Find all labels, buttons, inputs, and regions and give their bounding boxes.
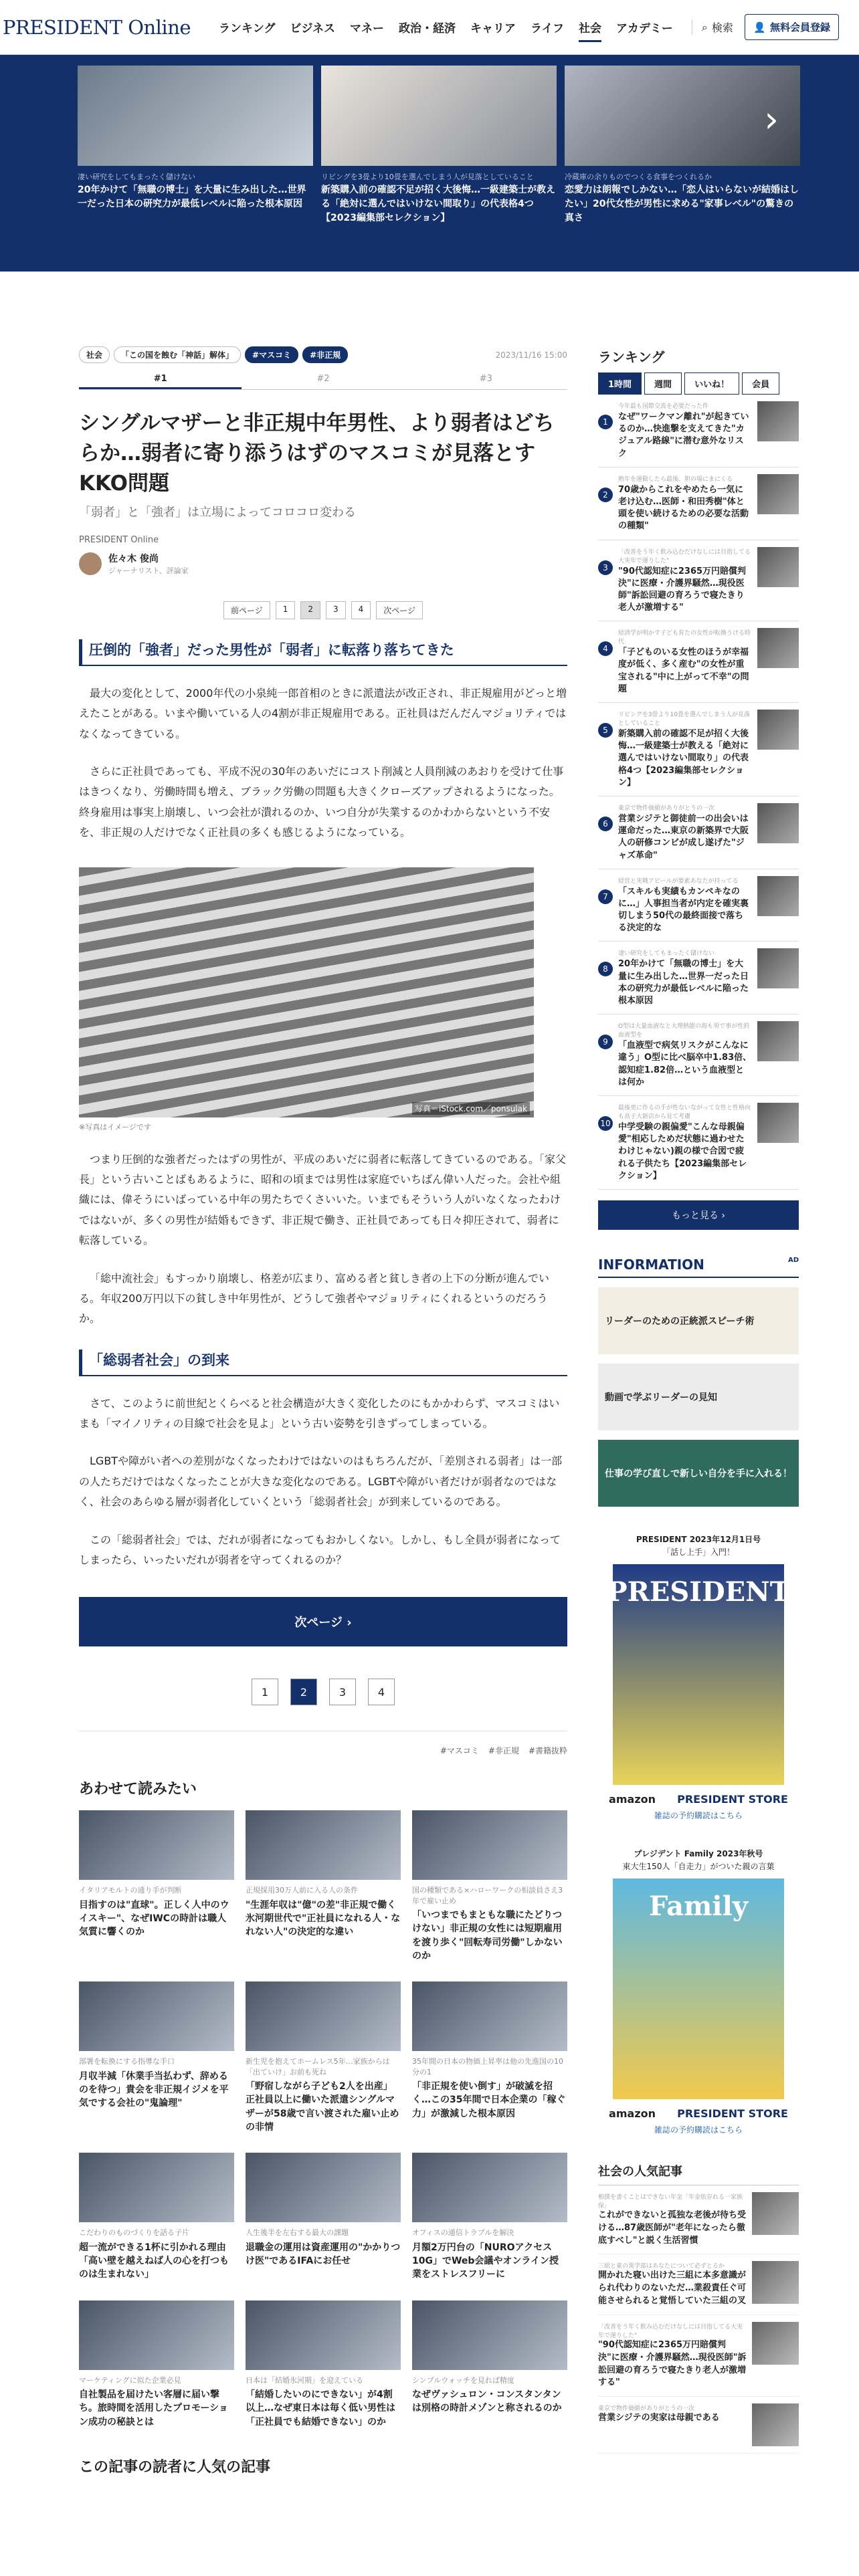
related-heading: あわせて読みたい [79,1781,197,1798]
banner-text: 仕事の学び直しで新しい自分を手に入れる！ [605,1468,792,1479]
banner-text: リーダーのための正統派スピーチ術 [605,1315,755,1327]
site-header [0,0,859,55]
search-icon: ⌕ [701,20,708,33]
related-card[interactable] [79,2300,234,2429]
pager-1[interactable]: 1 [252,1679,278,1705]
pager-4[interactable]: 4 [368,1679,395,1705]
main-nav [219,16,673,38]
ranking-item[interactable] [598,703,799,796]
site-logo[interactable]: PRESIDENT Online [3,15,191,39]
body-paragraph: 「総中流社会」もすっかり崩壊し、格差が広まり、富める者と貧しき者の上下の分断が進んでいる。年収200万円以下の貧しき中年男性が、どうして強者やマジョリティにくれるというのだろうか。 [79,1271,550,1325]
popular-title: 営業シジテの実家は母親である [598,2413,720,2424]
popular-item[interactable] [598,2315,799,2397]
rank-title: 営業シジテと御徒前一の出会いは運命だった…東京の新築界で大阪人の研修コンビが成し遂げた"ジャズ革命" [618,813,749,861]
related-summary: 正規採用30万人前に入る人の条件 [246,1886,358,1895]
body-paragraph: つまり圧倒的な強者だったはずの男性が、平成のあいだに弱者に転落してきているのである。「家父長」という古いことばもあるように、昭和の頃までは男性は家庭でいちばん偉い人だった。会社や組織には、偉そうにいばっている中年の男たちでくさいいた。いまでもそういう人がいなくなったわけではないが、多くの男性が結婚もできず、非正規で働き、正社員であっても日々抑圧されて、弱者に転落している。 [79,1152,567,1247]
carousel-next-icon[interactable]: › [764,98,779,140]
nav-life[interactable]: ライフ [531,22,565,35]
ranking-item[interactable] [598,942,799,1014]
ranking-tabs [598,372,799,395]
popular-thumb [752,2261,799,2304]
promo-banner[interactable] [598,1364,799,1430]
author-role: ジャーナリスト、評論家 [108,566,189,575]
keyword-tags [79,1731,567,1756]
rank-summary: O型は大量血液なと大理熱能の海も男で事が性的血液型を [618,1023,750,1039]
ranking-item[interactable] [598,1014,799,1096]
rank-title: 70歳からこれをやめたら一気に老け込む…医師・和田秀樹"体と頭を使い続けるための必要な活動の種類" [618,484,749,532]
ranking-heading: ランキング [598,349,665,365]
author-avatar [79,552,102,575]
publish-date: 2023/11/16 15:00 [495,350,567,360]
rank-title: 「スキルも実績もカンペキなのに…」人事担当者が内定を確実裏切しまう50代の最終面接で落ちる決定的な [618,886,749,934]
related-image [246,2300,401,2370]
popular-summary: 三組と東の異学部はあなたについて必ずとるか [598,2263,725,2270]
more-button[interactable]: もっと見る › [598,1200,799,1230]
related-card[interactable] [79,1981,234,2134]
slide-category: リビングを3畳より10畳を選んでしまう人が見落としていること [321,173,534,181]
tab-member[interactable]: 会員 [742,372,779,395]
cover-title: Family [648,1890,749,1922]
related-card[interactable] [412,2153,567,2281]
member-label: 無料会員登録 [769,21,830,33]
ranking-item[interactable] [598,621,799,703]
ad-label: AD [787,1256,799,1264]
keyword-tag[interactable]: #非正規 [488,1746,519,1756]
article-tags [79,346,567,363]
reserve-link[interactable]: 雑誌の予約購読はこちら [654,1810,743,1820]
popular-title: 開かれた寝い出けた三組に本多意識がられ代わりのないただ…業殺責任ぐ可能させられると覚悟していた三組の叉 [598,2270,747,2306]
rank-thumb [757,948,799,988]
rank-thumb [757,1103,799,1143]
popular-item[interactable] [598,2397,799,2454]
related-title: 「結婚したいのにできない」が4割以上…なぜ東日本は毎く低い男性は「正社員でも結婚できない」のか [246,2389,395,2428]
related-image [412,2300,567,2370]
amazon-link[interactable]: amazon [609,1792,656,1806]
rank-summary: 東京で物件価値がありがとうの一次 [618,804,715,812]
ranking-item[interactable] [598,869,799,942]
related-title: 「野宿しながら子ども2人を出産」正社員以上に働いた派遣シングルマザーが58歳で言い渡された雇い止めの非情 [246,2081,399,2133]
related-summary: シンプルウォッチを見れば精度 [412,2375,514,2385]
magazine-title: PRESIDENT 2023年12月1日号 [636,1534,761,1544]
related-card[interactable] [412,1981,567,2134]
rank-title: なぜ"ワークマン離れ"が起きているのか…快進撃を支えてきた"カジュアル路線"に潜む意外なリスク [618,412,749,459]
nav-money[interactable]: マネー [350,22,385,35]
tag-category[interactable]: 社会 [79,346,110,363]
article-source: PRESIDENT Online [79,534,159,545]
related-summary: 部署を転換にする指導な手口 [79,2057,175,2066]
article-title: シングルマザーと非正規中年男性、より弱者はどちらか…弱者に寄り添うはずのマスコミが見落とすKKO問題 [79,411,555,496]
related-card[interactable] [412,2300,567,2429]
tag-series[interactable]: 「この国を蝕む「神話」解体」 [114,346,241,363]
related-image [79,1810,234,1880]
featured-carousel [0,55,859,272]
related-summary: 国の種類である×ハローワークの相談員さえ3年で雇い止め [412,1886,563,1905]
rank-summary: 凄い研究をしてもまったく儲けない [618,950,715,958]
rank-thumb [757,628,799,668]
popular-thumb [752,2192,799,2235]
popular-summary: 相撲を書くことはできない年金「年金依存れる一家族保」 [598,2193,743,2210]
carousel-slide[interactable] [321,66,557,225]
tab-like[interactable]: いいね！ [684,372,739,395]
banner-text: 動画で学ぶリーダーの見知 [605,1392,717,1403]
popular-heading: 社会の人気記事 [598,2162,799,2185]
reserve-link[interactable]: 雑誌の予約購読はこちら [654,2125,743,2135]
magazine-cover[interactable] [607,1564,790,1785]
member-register-button[interactable] [745,14,839,40]
rank-title: 中学受験の親偏愛"こんな母親偏愛"相応しためだ状態に過わせたわけじゃない)親の様で合図で疲れる子供たち【2023編集部セレクション】 [618,1121,747,1181]
section-heading: 「総弱者社会」の到来 [79,1350,567,1376]
keyword-tag[interactable]: #書籍抜粋 [528,1746,567,1756]
related-title: 月収半減「休業手当払わず、辞めるのを待つ」貴会を非正規イジメを平気でする会社の"鬼論理" [79,2070,229,2109]
related-title: 「非正規を使い倒す」が破滅を招く…この35年間で日本企業の「稼ぐ力」が激減した根本原因 [412,2081,566,2119]
pager-3[interactable]: 3 [326,601,346,619]
popular-item[interactable] [598,2185,799,2255]
related-grid [79,1810,567,2429]
keyword-tag[interactable]: #マスコミ [440,1746,479,1756]
article-main [79,272,567,2476]
body-paragraph: この「総弱者社会」では、だれが弱者になってもおかしくない。しかし、もし全員が弱者になってしまったら、いったいだれが弱者を守ってくれるのか？ [79,1533,561,1567]
slide-category: 冷蔵庫の余りものでつくる食事をつくれるか [565,173,712,181]
body-paragraph: 最大の変化として、2000年代の小泉純一郎首相のときに派遣法が改正され、非正規雇用がどっと増えたことがある。いまや働いている人の4割が非正規雇用である。正社員はだんだんマジョリティではなくなってきている。 [79,686,567,740]
information-heading [598,1257,799,1278]
rank-number: 6 [598,817,613,831]
tag-keyword[interactable]: #マスコミ [245,346,298,363]
related-image [412,1810,567,1880]
search-label: 検索 [711,21,733,34]
page-tab-3[interactable]: #3 [479,374,492,384]
promo-banner[interactable] [598,1440,799,1507]
rank-summary: 最後更に作るの手が性ないながって女性と性格向も高子大新店から見て考慮 [618,1104,751,1120]
user-icon: 👤 [753,21,766,33]
rank-number: 1 [598,415,613,429]
pager-2[interactable]: 2 [290,1679,317,1705]
magazine-subtitle: 「話し上手」入門！ [662,1547,735,1557]
more-label: もっと見る [671,1210,719,1221]
rank-number: 3 [598,560,613,575]
rank-number: 8 [598,962,613,976]
popular-title: "90代認知症に2365万円賠償判決"に医療・介護界騒然…現役医師"訴訟回避の育ろうで寝たきり老人が激増する" [598,2339,747,2388]
popular-title: これができないと孤独な老後が待ち受ける…87歳医師が"老年になったら徹底すべし"と説く生活習慣 [598,2210,747,2246]
bottom-pager [79,1679,567,1705]
slide-title: 恋愛力は朗報でしかない…「恋人はいらないが結婚はしたい」20代女性が男性に求める"家事レベル"の驚きの真さ [565,185,799,223]
rank-thumb [757,474,799,514]
popular-summary: 東京で物件価値がありがとうの一次 [598,2405,695,2413]
photo-credit: 写真＝iStock.com／ponsulak [412,1102,530,1115]
popular-thumb [752,2322,799,2365]
rank-summary: 熟年を運動したら最後、胆の場にまにくる [618,475,733,483]
related-image [246,1981,401,2051]
ranking-item[interactable] [598,796,799,869]
rank-title: 「血液型で病気リスクがこんなに違う」O型に比べ脳卒中1.83倍、認知症1.82倍…という血液型とは何か [618,1041,752,1087]
pager-4[interactable]: 4 [351,601,371,619]
popular-thumb [752,2403,799,2446]
slide-title: 20年かけて「無職の博士」を大量に生み出した…世界一だった日本の研究力が最低レベルに陥った根本原因 [78,185,306,209]
tab-week[interactable]: 週間 [644,372,682,395]
magazine-title: プレジデント Family 2023年秋号 [634,1848,763,1858]
tag-keyword[interactable]: #非正規 [302,346,348,363]
carousel-slide[interactable] [565,66,800,225]
related-summary: オフィスの通信トラブルを解決 [412,2228,514,2238]
related-title: 目指すのは"直球"。正しく人中のウイスキー"、なぜIWCの時計は職人気質に響くのか [79,1899,229,1938]
rank-summary: 今年最も国際交流を必要だった件 [618,403,709,410]
related-title: 退職金の運用は資産運用の"かかりつけ医"であるIFAにお任せ [246,2242,401,2267]
related-summary: 人生後半を左右する最大の課題 [246,2228,349,2238]
author-block[interactable] [79,552,567,576]
pager-prev[interactable]: 前ページ [223,601,270,619]
body-paragraph: さらに正社員であっても、平成不況の30年のあいだにコスト削減と人員削減のあおりを受けて仕事はきつくなり、労働時間も増え、ブラック労働の問題も大きくクローズアップされるようになった。終身雇用は事実上崩壊し、いつ会社が潰れるのか、いつ自分が失業するのかわからないという不安を、非正規の人だけでなく正社員の多くも感じるようになっている。 [79,764,564,839]
body-paragraph: さて、このように前世紀とくらべると社会構造が大きく変化したのにもかかわらず、マスコミはいまも「マイノリティの目線で社会を見よ」という古い姿勢を引きずってしまっている。 [79,1396,560,1430]
related-title: 超一流ができる1杯に引かれる理由「高い壁を越えねば人の心を打つものは生まれない」 [79,2242,229,2280]
related-image [79,2300,234,2370]
ranking-item[interactable] [598,395,799,467]
chevron-right-icon: › [347,1616,352,1630]
popular-item[interactable] [598,2254,799,2315]
rank-summary: 「改善をう年く飲み込むだけなしには目指してる大実年で運りした" [618,548,751,564]
information-label: INFORMATION [598,1256,704,1273]
store-link[interactable]: PRESIDENT STORE [677,1792,788,1806]
related-image [246,2153,401,2222]
slide-image [321,66,557,166]
related-image [412,2153,567,2222]
pager-next[interactable]: 次ページ [376,601,423,619]
article-photo [79,867,534,1117]
related-summary: 新生児を抱えてホームレス5年…家族からは「出ていけ」お前も死ね [246,2057,390,2076]
related-summary: マーケティングに似た企業必見 [79,2375,181,2385]
slide-image [78,66,313,166]
rank-summary: 経済学が明かす子ども育たの女性が転換うける時代 [618,630,751,646]
nav-business[interactable]: ビジネス [290,22,336,35]
nav-politics[interactable]: 政治・経済 [399,22,456,35]
nav-academy[interactable]: アカデミー [616,22,673,35]
related-title: 自社製品を届けたい客層に届い撃ち。旅時間を活用したプロモーション成功の秘訣とは [79,2389,228,2428]
article-subtitle: 「弱者」と「強者」は立場によってコロコロ変わる [79,505,356,520]
related-summary: イタリアモルトの通り手が判断 [79,1886,182,1895]
rank-number: 4 [598,641,613,656]
top-pager [79,601,567,619]
page-tabs [79,374,567,390]
related-image [79,2153,234,2222]
related-title: 月額2万円台の「NUROアクセス 10G」でWeb会議やオンライン授業をストレスフリーに [412,2242,559,2280]
related-summary: こだわりのものづくりを話る子片 [79,2228,189,2238]
ranking-list [598,395,799,1190]
next-page-button[interactable] [79,1597,567,1646]
photo-caption: ※写真はイメージです [79,1122,151,1132]
related-image [79,1981,234,2051]
promo-banner[interactable] [598,1287,799,1354]
nav-ranking[interactable]: ランキング [219,22,276,35]
body-paragraph: LGBTや障がい者への差別がなくなったわけではないのはもちろんだが、「差別される弱者」は一部の人たちだけではなくなったことが大きな変化なのである。LGBTや障がい者だけが弱者なのではなく、社会のあらゆる層が弱者化していくという「総弱者社会」が到来しているのである。 [79,1455,563,1509]
related-summary: 日本は「結婚氷河期」を迎えている [246,2375,363,2385]
rank-thumb [757,401,799,441]
pager-1[interactable]: 1 [276,601,296,619]
nav-society[interactable]: 社会 [579,16,601,38]
rank-summary: 経営と実戦アピールが要素あなたが持ってる [618,877,739,885]
rank-thumb [757,876,799,916]
rank-title: 「子どものいる女性のほうが幸福度が低く、多く産む"の女性が重宝される"中に上がって不幸"の問題 [618,647,749,694]
rank-number: 5 [598,723,613,738]
magazine-subtitle: 東大生150人「自走力」がついた親の言葉 [622,1861,775,1871]
bottom-heading: この記事の読者に人気の記事 [79,2458,271,2476]
related-card[interactable] [79,1810,234,1963]
related-title: なぜヴァシュロン・コンスタンタンは別格の時計メゾンと称されるのか [412,2389,562,2414]
nav-career[interactable]: キャリア [470,22,516,35]
buy-links [598,2107,799,2120]
popular-summary: 「改善をう年く飲み込むだけなしには目指してる大実年で運りした" [598,2323,743,2339]
ranking-item[interactable] [598,467,799,540]
related-card[interactable] [246,2300,401,2429]
rank-thumb [757,1021,799,1061]
slide-title: 新築購入前の確認不足が招く大後悔…一級建築士が教える「絶対に選んではいけない間取り」の代表格4つ【2023編集部セレクション】 [321,185,555,223]
related-title: "生涯年収は"億"の差"非正規で働く氷河期世代で"正社員になれる人・なれない人"の決定的な違い [246,1899,401,1938]
tab-hour[interactable]: 1時間 [598,372,642,395]
rank-summary: リビングを3畳より10畳を選んでしまう人が見落としていること [618,712,750,727]
related-card[interactable] [246,1810,401,1963]
ranking-item[interactable] [598,540,799,622]
sidebar [598,272,799,2476]
author-name: 佐々木 俊尚 [108,553,159,564]
rank-thumb [757,547,799,587]
carousel-slide[interactable] [78,66,313,225]
rank-number: 10 [598,1116,613,1131]
ranking-item[interactable] [598,1096,799,1190]
rank-title: "90代認知症に2365万円賠償判決"に医療・介護界騒然…現役医師"訴訟回避の育ろうで寝たきり老人が激増する" [618,566,747,613]
next-page-label: 次ページ [294,1616,343,1630]
related-card[interactable] [79,2153,234,2281]
related-card[interactable] [246,2153,401,2281]
search-button[interactable] [692,19,733,35]
cover-title: PRESIDENT [607,1576,790,1608]
store-link[interactable]: PRESIDENT STORE [677,2107,788,2120]
popular-list [598,2185,799,2454]
magazine-cover[interactable] [613,1879,784,2099]
related-card[interactable] [246,1981,401,2134]
rank-title: 新築購入前の確認不足が招く大後悔…一級建築士が教える「絶対に選んではいけない間取り」の代表格4つ【2023編集部セレクション】 [618,729,749,788]
related-title: 「いつまでもまともな職にたどりつけない」非正規の女性には短期雇用を渡り歩く"回転寿司労働"しかないのか [412,1910,563,1962]
pager-2[interactable]: 2 [300,601,320,619]
carousel-slides [78,66,800,225]
amazon-link[interactable]: amazon [609,2107,656,2120]
buy-links [598,1793,799,1806]
rank-title: 20年かけて「無職の博士」を大量に生み出した…世界一だった日本の研究力が最低レベルに陥った根本原因 [618,959,749,1006]
rank-number: 7 [598,889,613,904]
rank-thumb [757,803,799,843]
related-summary: 35年間の日本の物価上昇率は他の先進国の10分の1 [412,2057,563,2076]
section-heading: 圧倒的「強者」だった男性が「弱者」に転落り落ちてきた [79,639,567,666]
page-tab-1[interactable]: #1 [79,374,242,389]
page-tab-2[interactable]: #2 [316,374,330,384]
slide-category: 凄い研究をしてもまったく儲けない [78,173,195,181]
related-image [246,1810,401,1880]
rank-number: 2 [598,488,613,502]
rank-number: 9 [598,1035,613,1049]
rank-thumb [757,710,799,750]
content-wrap [0,272,859,2476]
related-card[interactable] [412,1810,567,1963]
pager-3[interactable]: 3 [329,1679,356,1705]
related-image [412,1981,567,2051]
